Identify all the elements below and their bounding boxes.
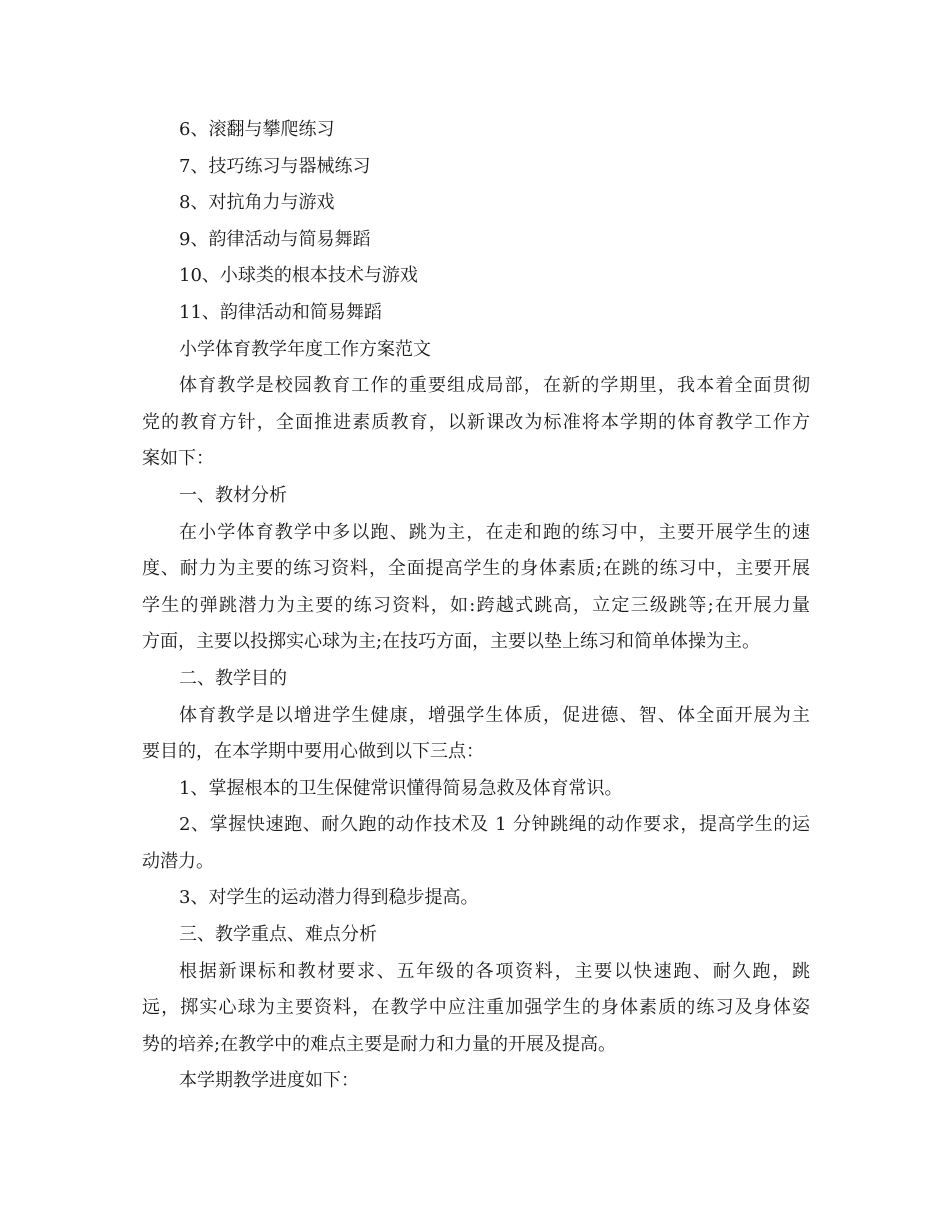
list-item: 9、韵律活动与简易舞蹈	[179, 228, 371, 250]
list-item: 8、对抗角力与游戏	[179, 192, 335, 214]
materials-paragraph	[142, 515, 810, 661]
section-heading-goals: 二、教学目的	[179, 667, 287, 689]
paragraph-line: 在小学体育教学中多以跑、跳为主，在走和跑的练习中，主要开展学生的速	[179, 521, 810, 543]
goal-item: 3、对学生的运动潜力得到稳步提高。	[179, 887, 479, 909]
paragraph-line: 党的教育方针，全面推进素质教育，以新课改为标准将本学期的体育教学工作方	[142, 411, 810, 433]
section-heading-materials: 一、教材分析	[179, 484, 287, 506]
paragraph-line: 动潜力。	[142, 850, 214, 872]
intro-paragraph	[142, 368, 810, 478]
paragraph-line: 度、耐力为主要的练习资料，全面提高学生的身体素质;在跳的练习中，主要开展	[142, 558, 810, 580]
list-item: 7、技巧练习与器械练习	[179, 155, 371, 177]
paragraph-line: 体育教学是校园教育工作的重要组成局部，在新的学期里，我本着全面贯彻	[179, 375, 810, 397]
paragraph-line: 势的培养;在教学中的难点主要是耐力和力量的开展及提高。	[142, 1033, 617, 1055]
progress-heading: 本学期教学进度如下：	[179, 1070, 359, 1092]
focus-paragraph	[142, 954, 810, 1064]
paragraph-line: 根据新课标和教材要求、五年级的各项资料，主要以快速跑、耐久跑，跳	[179, 960, 810, 982]
paragraph-line: 案如下：	[142, 448, 214, 470]
paragraph-line: 2、掌握快速跑、耐久跑的动作技术及 1 分钟跳绳的动作要求，提高学生的运	[179, 814, 810, 836]
list-item: 11、韵律活动和简易舞蹈	[179, 301, 382, 323]
list-item: 6、滚翻与攀爬练习	[179, 119, 335, 140]
paragraph-line: 要目的，在本学期中要用心做到以下三点：	[142, 741, 484, 763]
document-page	[142, 112, 810, 1100]
list-item: 10、小球类的根本技术与游戏	[179, 265, 418, 287]
section-heading-focus: 三、教学重点、难点分析	[179, 924, 377, 946]
goals-paragraph	[142, 698, 810, 771]
paragraph-line: 远，掷实心球为主要资料，在教学中应注重加强学生的身体素质的练习及身体姿	[142, 997, 810, 1019]
paragraph-line: 方面，主要以投掷实心球为主;在技巧方面，主要以垫上练习和简单体操为主。	[142, 631, 761, 653]
paragraph-line: 体育教学是以增进学生健康，增强学生体质，促进德、智、体全面开展为主	[179, 704, 810, 726]
paragraph-line: 学生的弹跳潜力为主要的练习资料，如:跨越式跳高，立定三级跳等;在开展力量	[142, 594, 810, 616]
document-title: 小学体育教学年度工作方案范文	[179, 338, 431, 360]
goal-item: 1、掌握根本的卫生保健常识懂得简易急救及体育常识。	[179, 777, 623, 799]
goal-item	[142, 807, 810, 880]
